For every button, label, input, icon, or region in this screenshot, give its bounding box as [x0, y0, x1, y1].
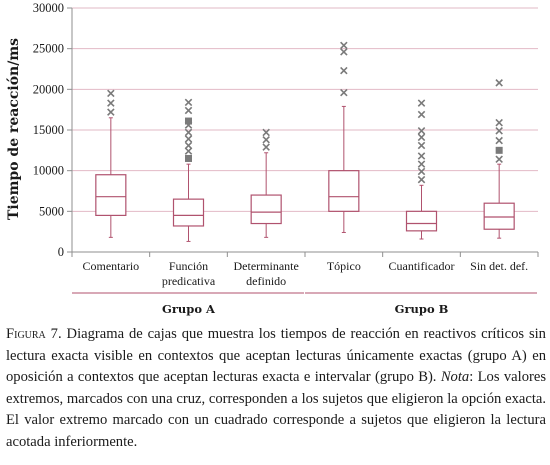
group-label: Grupo B: [394, 302, 449, 316]
box-iqr: [174, 199, 204, 226]
outlier-cross: [263, 137, 269, 143]
outlier-cross: [418, 142, 424, 148]
outliers: [108, 42, 503, 183]
outlier-cross: [418, 153, 424, 159]
y-axis-label: Tiempo de reacción/ms: [6, 37, 22, 221]
outlier-cross: [341, 42, 347, 48]
outlier-cross: [418, 100, 424, 106]
box-iqr: [407, 211, 437, 231]
outlier-cross: [418, 161, 424, 167]
caption-prefix: Figura 7.: [6, 326, 62, 342]
box-iqr: [484, 203, 514, 229]
group-label: Grupo A: [162, 302, 215, 316]
grid-lines: [72, 8, 538, 211]
y-tick-label: 0: [57, 245, 64, 259]
category-label: predicativa: [161, 274, 216, 288]
outlier-cross: [418, 134, 424, 140]
y-tick-label: 15000: [32, 123, 64, 137]
outlier-cross: [418, 168, 424, 174]
y-tick-label: 25000: [32, 41, 64, 56]
outlier-square: [496, 147, 503, 154]
outlier-cross: [496, 156, 502, 162]
outlier-cross: [185, 99, 191, 105]
outlier-cross: [341, 89, 347, 95]
outlier-cross: [108, 100, 114, 106]
caption-text-1: Diagrama de cajas que muestra los tiempos de reacción en reactivos críticos sin lectura exacta visible en contextos que aceptan lecturas únicamente exactas (grupo A) en oposición a contextos que aceptan lecturas exacta e intervalar (grupo B).: [6, 326, 546, 386]
outlier-cross: [341, 67, 347, 73]
boxes: [96, 106, 514, 241]
category-label: Determinante: [233, 259, 299, 273]
y-tick-label: 30000: [32, 1, 64, 15]
outlier-cross: [418, 128, 424, 134]
outlier-cross: [108, 109, 114, 115]
caption-text-2: : Los valores extremos, marcados con una cruz, corresponden a los sujetos que eligieron la opción exacta. El valor extremo marcado con un cuadrado corresponde a sujetos que eligieron la lectura acotada inferiormente.: [6, 369, 547, 450]
figure-caption: [6, 324, 546, 454]
outlier-cross: [496, 119, 502, 125]
outlier-cross: [185, 142, 191, 148]
outlier-cross: [185, 136, 191, 142]
category-label: definido: [246, 274, 287, 288]
box-iqr: [96, 175, 126, 216]
outlier-cross: [108, 90, 114, 96]
outlier-cross: [418, 176, 424, 182]
outlier-square: [185, 118, 192, 125]
outlier-cross: [263, 144, 269, 150]
y-tick-label: 10000: [32, 163, 64, 178]
y-tick-label: 20000: [32, 82, 64, 97]
box-iqr: [329, 171, 359, 212]
outlier-cross: [185, 148, 191, 154]
outlier-cross: [496, 80, 502, 86]
y-tick-labels: [33, 1, 64, 259]
outlier-cross: [496, 128, 502, 134]
y-tick-label: 5000: [39, 204, 64, 219]
outlier-cross: [185, 107, 191, 113]
category-label: Comentario: [82, 259, 140, 273]
group-labels: [72, 293, 537, 316]
box-iqr: [251, 195, 281, 223]
caption-note-label: Nota: [440, 369, 470, 386]
axes: [67, 8, 538, 257]
outlier-cross: [496, 137, 502, 143]
outlier-square: [185, 155, 192, 162]
category-label: Tópico: [326, 259, 361, 273]
outlier-cross: [418, 111, 424, 117]
category-label: Cuantificador: [388, 259, 455, 273]
outlier-cross: [341, 49, 347, 55]
category-label: Sin det. def.: [470, 259, 529, 273]
category-labels: [83, 259, 529, 288]
category-label: Función: [168, 259, 209, 273]
